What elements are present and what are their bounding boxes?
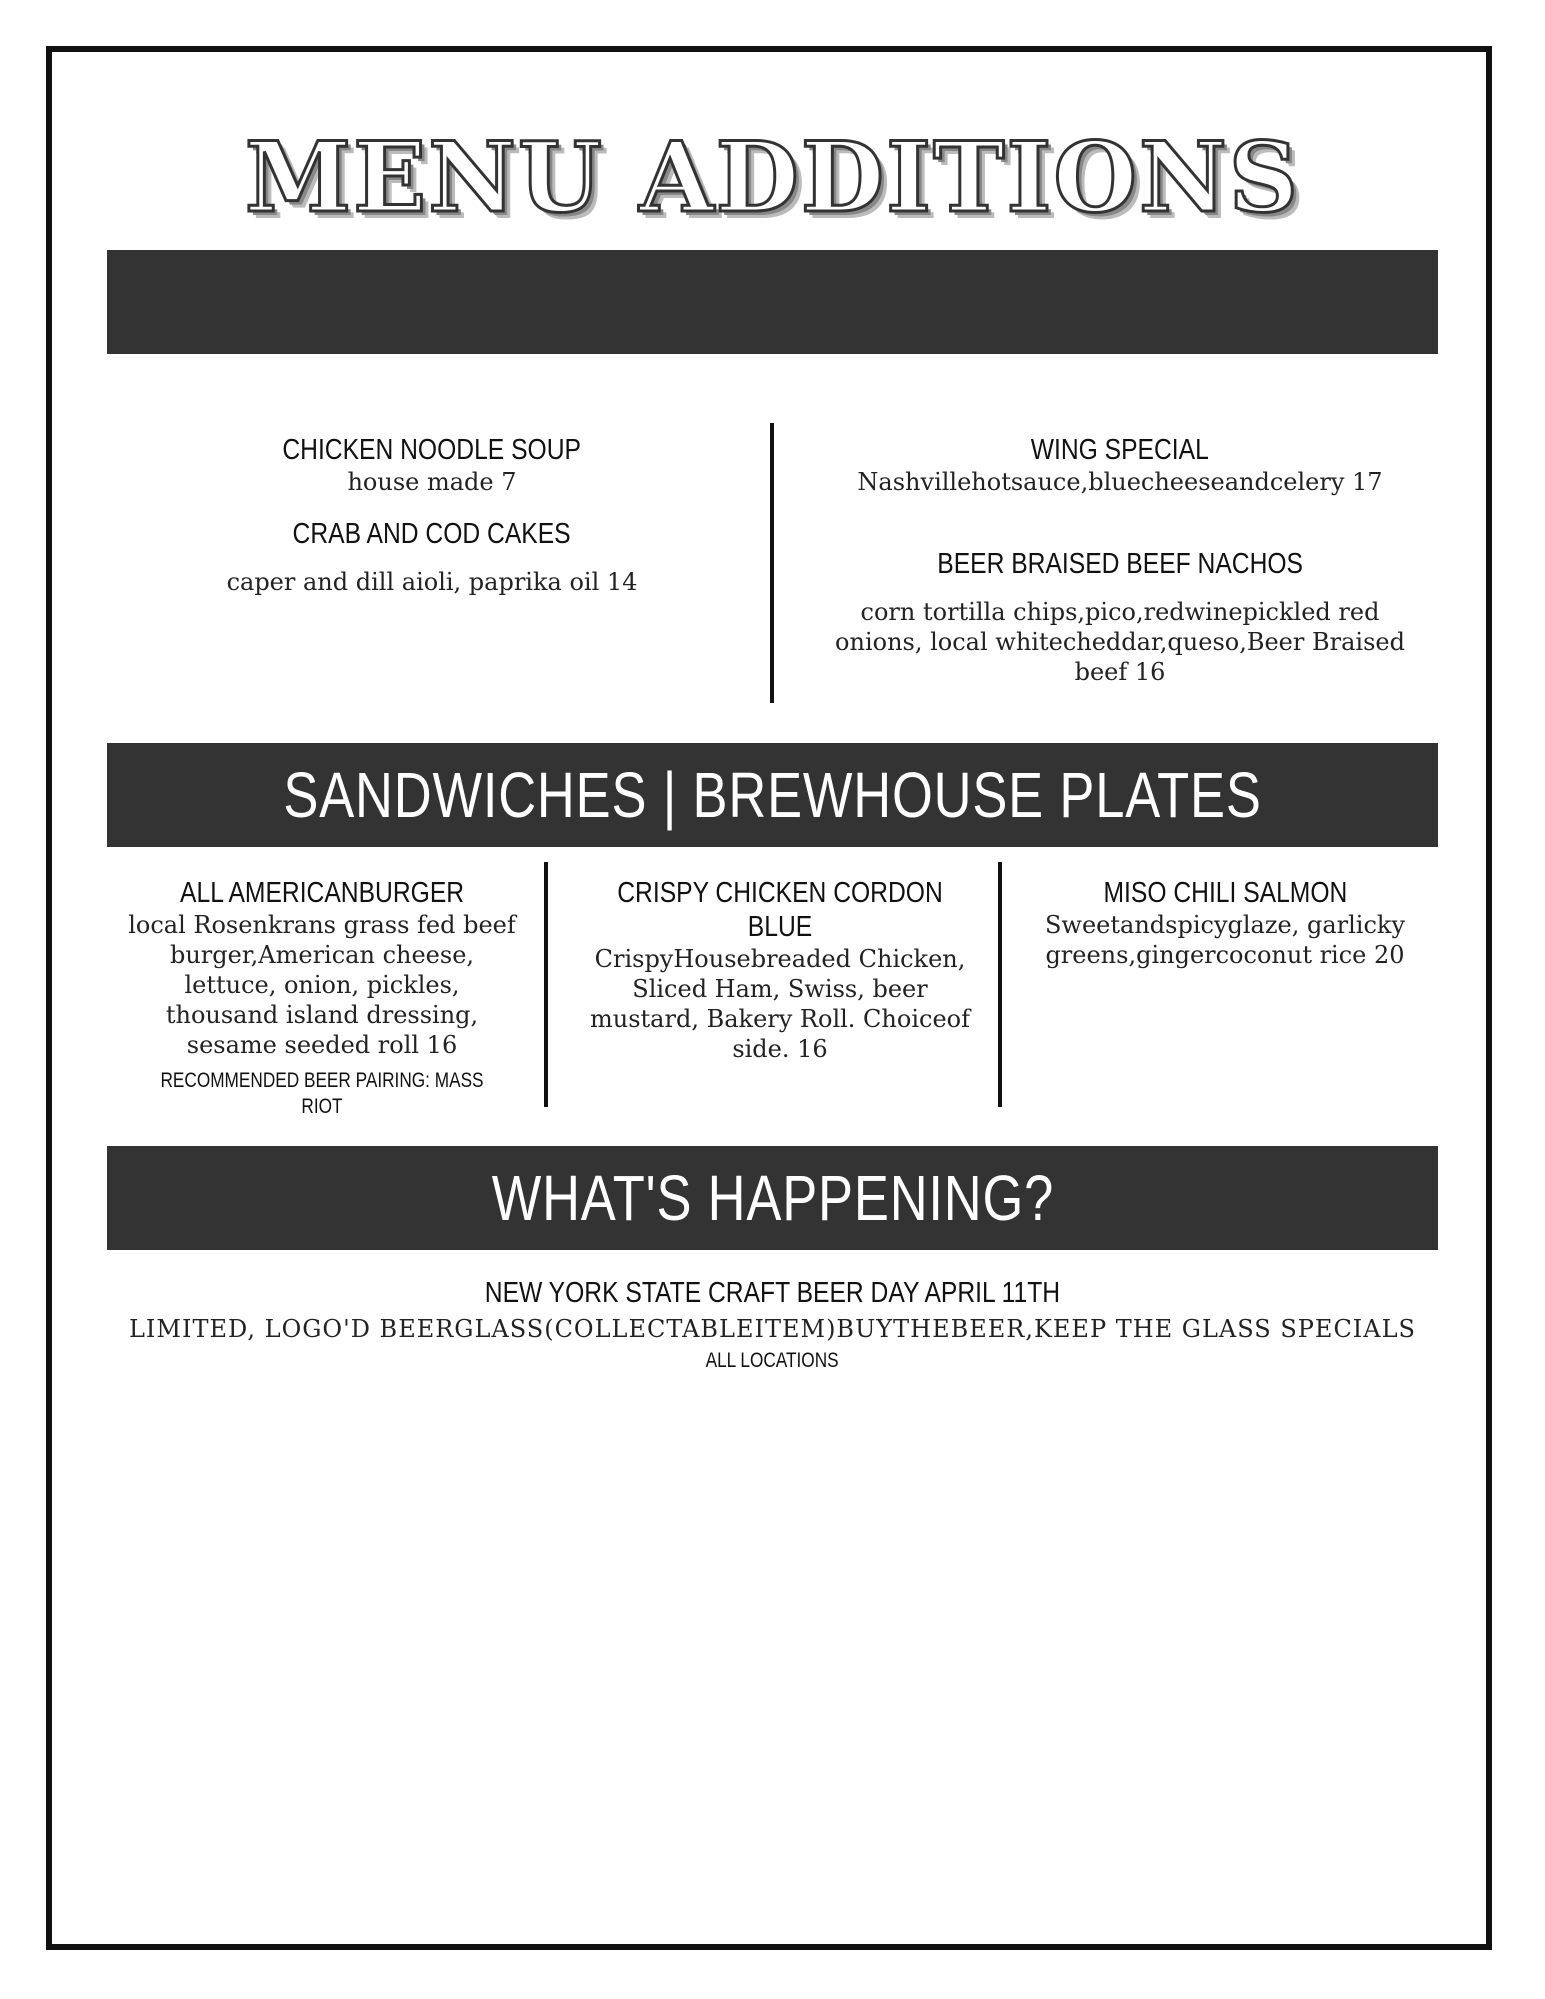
item-description-line: Sweetandspicyglaze, garlicky bbox=[1044, 911, 1405, 939]
event-section bbox=[107, 1276, 1438, 1374]
item-description: Nashvillehotsauce,bluecheeseandcelery 17 bbox=[857, 468, 1383, 496]
item-description-line: sesame seeded roll 16 bbox=[186, 1031, 458, 1059]
item-name: CRISPY CHICKEN CORDON BLUE bbox=[617, 877, 943, 943]
item-name: CRAB AND COD CAKES bbox=[292, 518, 572, 550]
whats-happening-heading: WHAT'S HAPPENING? bbox=[107, 1146, 1438, 1250]
item-description-line: CrispyHousebreaded Chicken, bbox=[594, 945, 966, 973]
event-title: NEW YORK STATE CRAFT BEER DAY APRIL 11TH bbox=[484, 1277, 1061, 1309]
menu-item-beer-braised-beef-nachos bbox=[790, 547, 1450, 687]
item-description-line: Sliced Ham, Swiss, beer bbox=[632, 975, 928, 1003]
beer-pairing: RECOMMENDED BEER PAIRING: MASS RIOT bbox=[160, 1069, 484, 1118]
item-name: MISO CHILI SALMON bbox=[1103, 877, 1347, 909]
item-name: BEER BRAISED BEEF NACHOS bbox=[937, 548, 1303, 580]
specials-right-column bbox=[790, 433, 1450, 687]
item-description-line: side. 16 bbox=[732, 1035, 828, 1063]
item-description-line: burger,American cheese, bbox=[169, 941, 475, 969]
specials-left-column bbox=[107, 433, 757, 597]
column-divider bbox=[770, 423, 774, 703]
item-description-line: beef 16 bbox=[1074, 658, 1166, 686]
item-description: house made 7 bbox=[347, 468, 517, 496]
item-description-line: onions, local whitecheddar,queso,Beer Braised bbox=[835, 628, 1405, 656]
column-divider bbox=[544, 862, 548, 1107]
item-description-line: corn tortilla chips,pico,redwinepickled red bbox=[860, 598, 1380, 626]
item-description-line: lettuce, onion, pickles, bbox=[184, 971, 460, 999]
page-title: MENU ADDITIONS bbox=[244, 121, 1301, 234]
item-description-line: local Rosenkrans grass fed beef bbox=[128, 911, 516, 939]
item-description: caper and dill aioli, paprika oil 14 bbox=[226, 568, 638, 596]
item-name: WING SPECIAL bbox=[1030, 434, 1210, 466]
menu-item-crab-and-cod-cakes bbox=[107, 517, 757, 597]
column-divider bbox=[998, 862, 1002, 1107]
menu-item-crispy-chicken-cordon-blue bbox=[560, 876, 1000, 1064]
event-note: ALL LOCATIONS bbox=[705, 1349, 840, 1372]
menu-item-miso-chili-salmon bbox=[1010, 876, 1440, 970]
item-name: ALL AMERICANBURGER bbox=[179, 877, 465, 909]
menu-item-wing-special bbox=[790, 433, 1450, 497]
menu-item-chicken-noodle-soup bbox=[107, 433, 757, 497]
menu-item-all-american-burger bbox=[107, 876, 537, 1120]
item-name: CHICKEN NOODLE SOUP bbox=[282, 434, 582, 466]
item-description-line: greens,gingercoconut rice 20 bbox=[1045, 941, 1405, 969]
item-description-line: thousand island dressing, bbox=[165, 1001, 479, 1029]
sandwiches-heading: SANDWICHES | BREWHOUSE PLATES bbox=[107, 743, 1438, 847]
event-description: LIMITED, LOGO'D BEERGLASS(COLLECTABLEITEM)BUYTHEBEER,KEEP THE GLASS SPECIALS bbox=[128, 1315, 1416, 1343]
top-banner bbox=[107, 250, 1438, 354]
item-description-line: mustard, Bakery Roll. Choiceof bbox=[590, 1005, 970, 1033]
